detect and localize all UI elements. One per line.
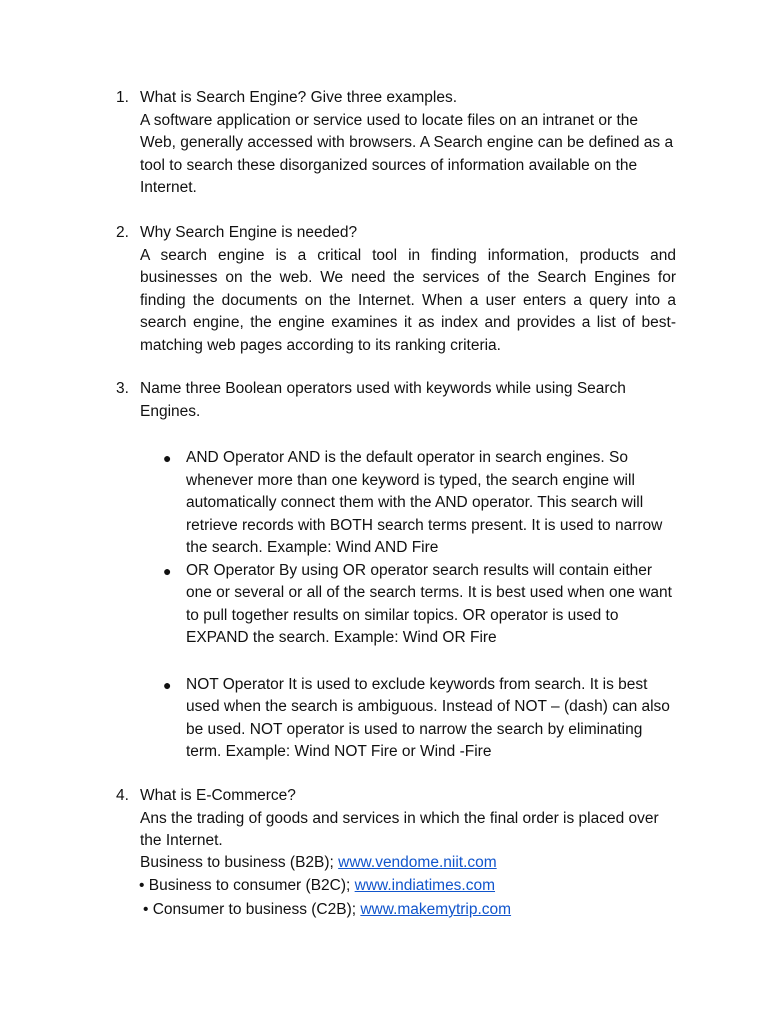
question-2-answer: A search engine is a critical tool in finding information, products and businesses on the web. We need the services of the Search Engines for finding the documents on the Internet. When a user enters a query into a search engine, the engine examines it as index and provides a list of best-matching web pages according to its ranking criteria. bbox=[140, 246, 676, 354]
b2c-line bbox=[139, 875, 495, 898]
question-1 bbox=[116, 87, 676, 200]
question-3-title: Name three Boolean operators used with keywords while using Search Engines. bbox=[140, 380, 626, 420]
question-2-title-row bbox=[116, 222, 676, 245]
c2b-line bbox=[143, 899, 511, 922]
list-item-or-operator bbox=[163, 560, 675, 650]
c2b-bullet-icon: • bbox=[143, 901, 153, 918]
list-item-not-operator bbox=[163, 674, 675, 764]
list-item-text: NOT Operator It is used to exclude keywords from search. It is best used when the search is ambiguous. Instead of NOT – (dash) can also be used. NOT operator is used to narrow the search by eliminating term. Example: Wind NOT Fire or Wind -Fire bbox=[186, 675, 670, 760]
list-item-text: AND Operator AND is the default operator in search engines. So whenever more than one keyword is typed, the search engine will automatically connect them with the AND operator. This search will retrieve records with BOTH search terms present. It is used to narrow the search. Example: Wind AND Fire bbox=[186, 449, 663, 556]
list-item-and-operator bbox=[163, 447, 675, 560]
list-item-text: OR Operator By using OR operator search results will contain either one or several or all of the search terms. It is best used when one want to pull together results on similar topics. OR operator is used to EXPAND the search. Example: Wind OR Fire bbox=[186, 561, 672, 646]
question-4-title-row bbox=[116, 785, 676, 808]
question-1-answer: A software application or service used to locate files on an intranet or the Web, generally accessed with browsers. A Search engine can be defined as a tool to search these disorganized sources of information available on the Internet. bbox=[140, 111, 674, 196]
question-1-title: What is Search Engine? Give three examples. bbox=[140, 89, 458, 106]
question-4 bbox=[116, 785, 676, 853]
c2b-link[interactable]: www.makemytrip.com bbox=[360, 901, 512, 918]
question-1-number: 1. bbox=[116, 89, 129, 106]
question-2-title: Why Search Engine is needed? bbox=[140, 224, 358, 241]
b2c-link[interactable]: www.indiatimes.com bbox=[354, 877, 496, 894]
question-2 bbox=[116, 222, 676, 357]
bullet-icon: ● bbox=[163, 450, 172, 466]
question-3-number: 3. bbox=[116, 380, 129, 397]
operator-list bbox=[163, 447, 675, 764]
b2c-label: Business to consumer (B2C); bbox=[148, 877, 355, 894]
b2b-line bbox=[140, 852, 497, 875]
bullet-icon: ● bbox=[163, 676, 172, 693]
bullet-icon: ● bbox=[163, 562, 172, 579]
b2b-link[interactable]: www.vendome.niit.com bbox=[338, 854, 497, 871]
question-3-title-row bbox=[116, 378, 676, 423]
b2c-bullet-icon: • bbox=[139, 877, 149, 894]
question-4-number: 4. bbox=[116, 787, 129, 804]
b2b-label: Business to business (B2B); bbox=[140, 854, 339, 871]
question-1-title-row bbox=[116, 87, 676, 110]
question-2-number: 2. bbox=[116, 224, 129, 241]
question-4-answer: Ans the trading of goods and services in which the final order is placed over the Internet. bbox=[140, 809, 659, 849]
question-3 bbox=[116, 378, 676, 423]
c2b-label: Consumer to business (C2B); bbox=[152, 901, 361, 918]
question-4-title: What is E-Commerce? bbox=[140, 787, 296, 804]
